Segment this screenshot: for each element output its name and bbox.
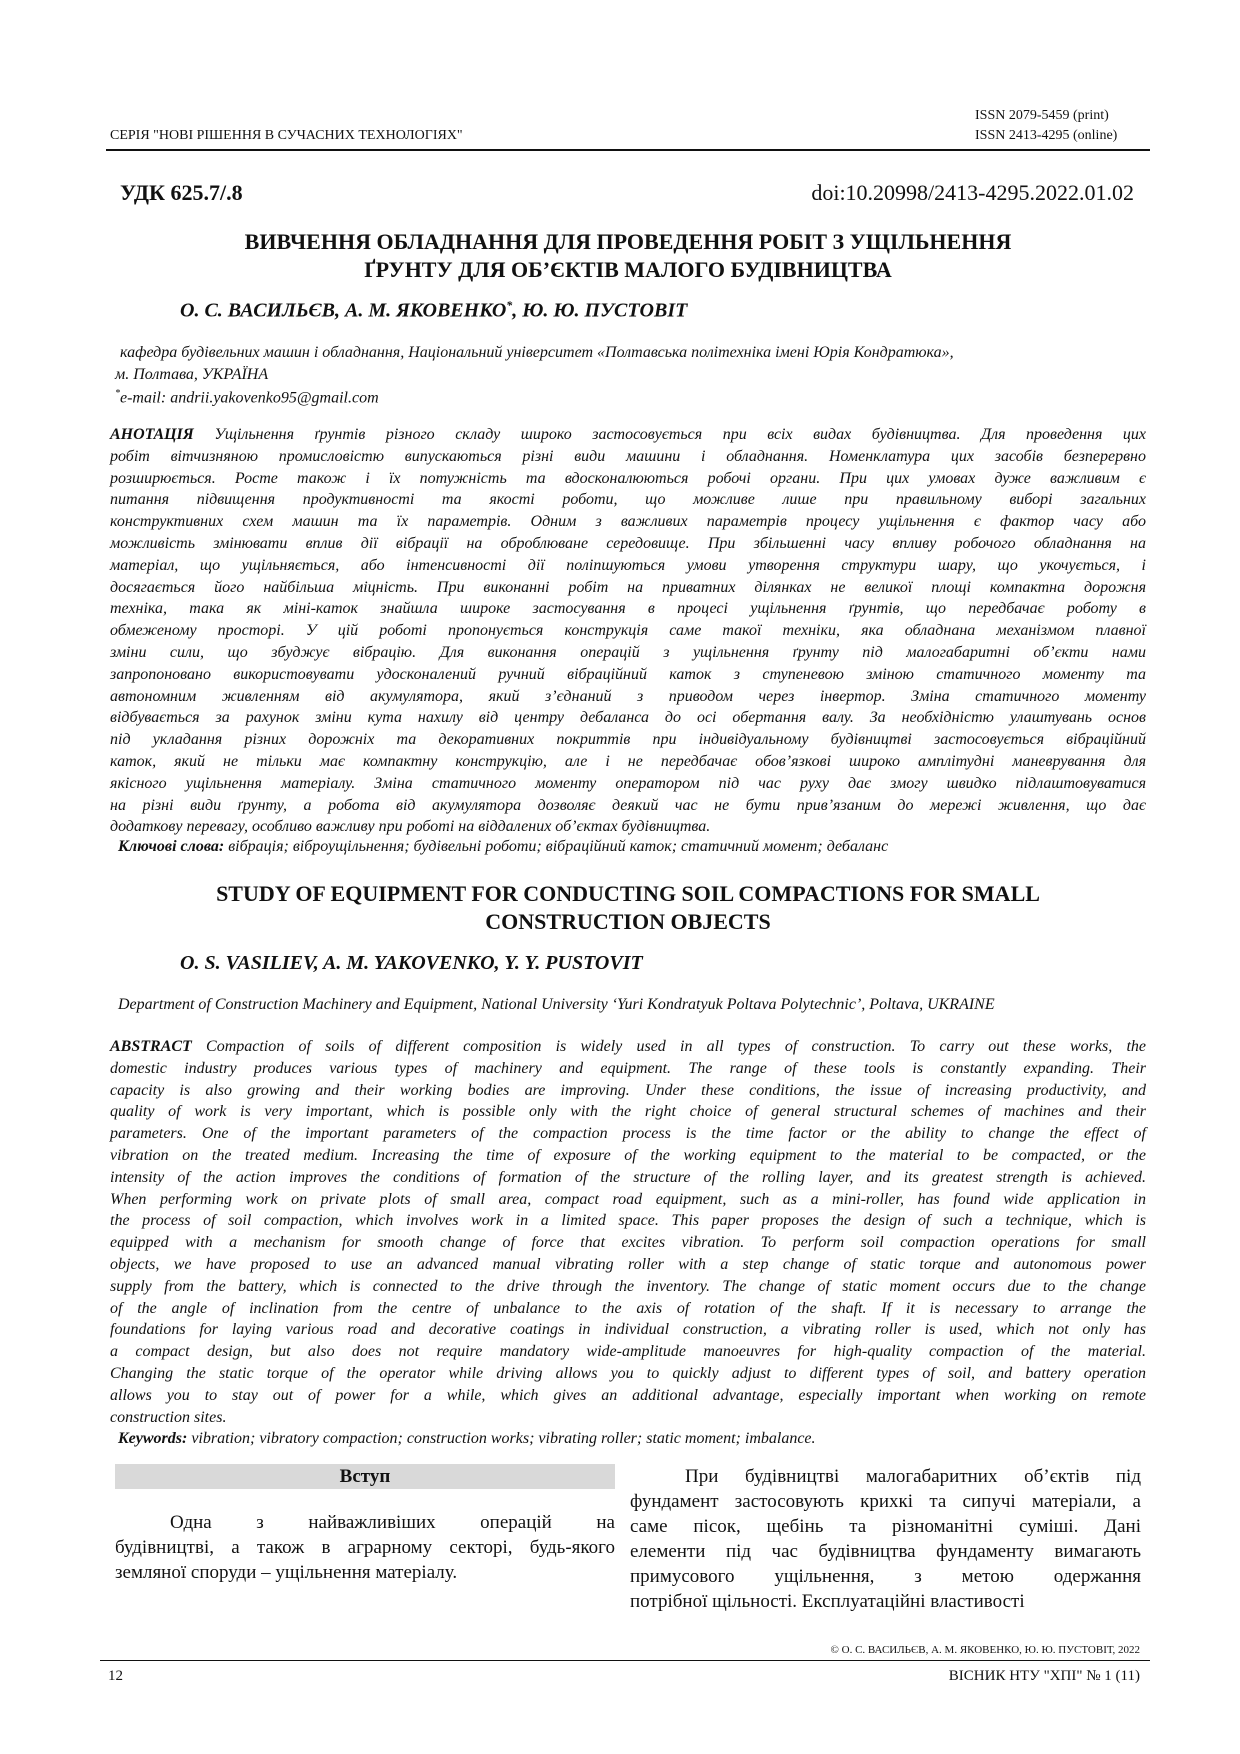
- journal-name: ВІСНИК НТУ "ХПІ" № 1 (11): [948, 1668, 1140, 1684]
- text-line: [630, 1489, 1141, 1514]
- text-line: [110, 1101, 1146, 1123]
- text-line: [110, 707, 1146, 729]
- en-affiliation: Department of Construction Machinery and Equipment, National University ‘Yuri Kondratyuk Poltava Polytechnic’, Poltava, UKRAINE: [118, 996, 995, 1013]
- text-line: [110, 424, 1146, 446]
- ua-authors-main: О. С. ВАСИЛЬЄВ, А. М. ЯКОВЕНКО: [180, 299, 507, 322]
- text-line: [110, 751, 1146, 773]
- en-title: [106, 880, 1150, 936]
- text-line-content: розширюється. Росте також і їх потужність та вдосконалюються робочі органи. При цих умовах дуже важливим є: [110, 469, 1146, 487]
- email-text[interactable]: e-mail: andrii.yakovenko95@gmail.com: [120, 389, 379, 407]
- text-line: [630, 1589, 1141, 1614]
- text-line: [110, 1363, 1146, 1385]
- text-line-content: зміни сили, що збуджує вібрацію. Для виконання операцій з ущільнення ґрунту під малогабаритні об’єкти нами: [110, 643, 1146, 661]
- page-number: 12: [108, 1668, 123, 1684]
- udk: УДК 625.7/.8: [120, 180, 243, 205]
- text-line-content: parameters. One of the important parameters of the compaction process is the time factor or the ability to change the effect of: [110, 1125, 1146, 1143]
- ua-city: м. Полтава, УКРАЇНА: [115, 366, 269, 383]
- text-line-content: capacity is also growing and their working bodies are improving. Under these conditions, the issue of increasing productivity, and: [110, 1081, 1146, 1099]
- text-line: [110, 1167, 1146, 1189]
- text-line-content: відбувається за рахунок зміни кута нахилу від центру дебаланса до осі обертання валу. За необхідністю улаштувань основ: [110, 709, 1146, 727]
- text-line-content: каток, який не тільки має компактну конструкцію, але і не передбачає обов’язкові широко амплітудні маневрування для: [110, 752, 1146, 770]
- text-line: [110, 729, 1146, 751]
- text-line-content: техніка, така як міні-каток знайшла широке застосування в процесі ущільнення ґрунтів, що передбачає роботу в: [110, 600, 1146, 618]
- text-line-content: потрібної щільності. Експлуатаційні властивості: [630, 1591, 1025, 1612]
- text-line: [110, 1058, 1146, 1080]
- text-line-content: примусового ущільнення, з метою одержання: [630, 1566, 1141, 1587]
- text-line-content: При будівництві малогабаритних об’єктів під: [685, 1466, 1141, 1487]
- text-line: [110, 1276, 1146, 1298]
- text-line-content: Compaction of soils of different composition is widely used in all types of construction. To carry out these works, the: [191, 1038, 1146, 1055]
- text-line: [110, 686, 1146, 708]
- text-line-content: equipped with a mechanism for smooth change of force that excites vibration. To perform soil compaction operations for small: [110, 1234, 1146, 1252]
- keywords-label: Ключові слова:: [118, 838, 225, 855]
- text-line-content: обмеженому просторі. У цій роботі пропонується конструкція саме такої техніки, яка обладнана механізмом плавної: [110, 622, 1146, 640]
- text-line: [110, 511, 1146, 533]
- header-rule: [106, 149, 1150, 151]
- text-line-content: supply from the battery, which is connected to the drive through the inventory. The change of static moment occurs due to the change: [110, 1277, 1146, 1295]
- text-line: [110, 1210, 1146, 1232]
- journal-series: СЕРІЯ "НОВІ РІШЕННЯ В СУЧАСНИХ ТЕХНОЛОГІЯХ": [110, 128, 463, 143]
- text-line-content: на різні види ґрунту, а робота від акумулятора дозволяє деякий час не бути прив’язаним до мережі живлення, що дає: [110, 796, 1146, 814]
- ua-affiliation: кафедра будівельних машин і обладнання, Національний університет «Полтавська політехніка імені Юрія Кондратюка»,: [120, 344, 954, 361]
- en-authors: O. S. VASILIEV, A. M. YAKOVENKO, Y. Y. PUSTOVIT: [180, 952, 643, 974]
- text-line: [110, 620, 1146, 642]
- ua-keywords: [118, 838, 888, 856]
- text-line-content: When performing work on private plots of small area, compact road equipment, such as a mini-roller, has found wide application in: [110, 1190, 1146, 1208]
- text-line: [110, 816, 1146, 838]
- text-line-content: a compact design, but also does not require mandatory wide-amplitude manoeuvres for high-quality compaction of the material.: [110, 1343, 1146, 1361]
- text-line-content: construction sites.: [110, 1408, 227, 1426]
- corresponding-mark: *: [506, 298, 513, 312]
- text-line: [110, 1341, 1146, 1363]
- section-heading-intro: Вступ: [115, 1464, 615, 1489]
- ua-authors: [180, 298, 687, 323]
- text-line-content: vibration on the treated medium. Increasing the time of exposure of the working equipment to the material to be compacted, or the: [110, 1146, 1146, 1164]
- text-line-content: земляної споруди – ущільнення матеріалу.: [115, 1562, 458, 1583]
- text-line-content: питання підвищення продуктивності та якості роботи, що можливе лише при правильному виборі загальних: [110, 491, 1146, 509]
- text-line-content: запропоновано використовувати удосконалений ручний вібраційний каток з ступеневою зміною статичного моменту та: [110, 665, 1146, 683]
- en-title-line: CONSTRUCTION OBJECTS: [485, 909, 771, 934]
- copyright: © О. С. ВАСИЛЬЄВ, А. М. ЯКОВЕНКО, Ю. Ю. ПУСТОВІТ, 2022: [830, 1644, 1140, 1656]
- text-line: [110, 1036, 1146, 1058]
- text-line-content: фундамент застосовують крихкі та сипучі матеріали, а: [630, 1491, 1141, 1512]
- text-line: [110, 1254, 1146, 1276]
- text-line-content: quality of work is very important, which is possible only with the right choice of general structural schemes of machines and their: [110, 1103, 1146, 1121]
- text-line: [115, 1560, 615, 1585]
- keywords-label: Keywords:: [118, 1430, 188, 1447]
- text-line-content: саме пісок, щебінь та різноманітні суміші. Дані: [630, 1516, 1141, 1537]
- text-line: [110, 773, 1146, 795]
- en-keywords: [118, 1430, 816, 1448]
- text-line: [115, 1510, 615, 1535]
- text-line: [110, 1298, 1146, 1320]
- text-line: [110, 1232, 1146, 1254]
- text-line: [110, 577, 1146, 599]
- text-line: [110, 1080, 1146, 1102]
- abstract-label: АНОТАЦІЯ: [110, 426, 194, 443]
- text-line: [630, 1564, 1141, 1589]
- text-line-content: конструктивних схем машин та їх параметрів. Одним з важливих параметрів процесу ущільнення є фактор часу або: [110, 513, 1146, 531]
- text-line: [110, 1385, 1146, 1407]
- text-line: [110, 555, 1146, 577]
- text-line-content: матеріал, що ущільняється, або інтенсивності дії поліпшуються умови утворення структури шару, що укочується, і: [110, 556, 1146, 574]
- doi: doi:10.20998/2413-4295.2022.01.02: [811, 180, 1134, 205]
- issn-print: ISSN 2079-5459 (print): [975, 108, 1109, 123]
- ua-title-line: ВИВЧЕННЯ ОБЛАДНАННЯ ДЛЯ ПРОВЕДЕННЯ РОБІТ З УЩІЛЬНЕННЯ: [244, 229, 1012, 254]
- ua-title: [106, 228, 1150, 284]
- text-line: [110, 489, 1146, 511]
- text-line-content: objects, we have proposed to use an advanced manual vibrating roller with a step change of static torque and autonomous power: [110, 1255, 1146, 1273]
- text-line: [630, 1539, 1141, 1564]
- text-line-content: можливість змінювати вплив дії вібрації на оброблюване середовище. При збільшенні часу впливу робочого обладнання на: [110, 534, 1146, 552]
- text-line: [110, 1407, 1146, 1429]
- text-line-content: the process of soil compaction, which involves work in a limited space. This paper proposes the design of such a technique, which is: [110, 1212, 1146, 1230]
- text-line-content: allows you to stay out of power for a while, which gives an additional advantage, especially important when working on remote: [110, 1386, 1146, 1404]
- text-line-content: domestic industry produces various types of machinery and equipment. The range of these tools is constantly expanding. Their: [110, 1059, 1146, 1077]
- text-line-content: Changing the static torque of the operator while driving allows you to quickly adjust to different types of soil, and battery operation: [110, 1364, 1146, 1382]
- text-line: [110, 1189, 1146, 1211]
- text-line-content: будівництві, а також в аграрному секторі, будь-якого: [115, 1537, 615, 1558]
- text-line: [110, 468, 1146, 490]
- text-line-content: Ущільнення ґрунтів різного складу широко застосовується при всіх видах будівництва. Для проведення цих: [193, 426, 1146, 443]
- keywords-text: vibration; vibratory compaction; construction works; vibrating roller; static moment; imbalance.: [187, 1430, 816, 1447]
- text-line-content: робіт вітчизняною промисловістю випускаються різні види машини і обладнання. Номенклатура цих засобів безперервно: [110, 447, 1146, 465]
- text-line-content: під укладання різних дорожніх та декоративних покриттів при індивідуальному будівництві застосовується вібраційний: [110, 731, 1146, 749]
- text-line-content: досягається його найбільша міцність. При виконанні робіт на приватних ділянках не великої площі компактна дорожня: [110, 578, 1146, 596]
- text-line: [110, 1123, 1146, 1145]
- text-line: [115, 1535, 615, 1560]
- text-line-content: foundations for laying various road and decorative coatings in individual construction, a vibrating roller is used, which not only has: [110, 1321, 1146, 1339]
- text-line-content: додаткову перевагу, особливо важливу при роботі на віддалених об’єктах будівництва.: [110, 818, 711, 836]
- text-line: [110, 795, 1146, 817]
- text-line-content: intensity of the action improves the conditions of formation of the structure of the rolling layer, and its greatest strength is achieved.: [110, 1168, 1146, 1186]
- intro-left-column: [115, 1510, 615, 1585]
- issn-online: ISSN 2413-4295 (online): [975, 128, 1118, 143]
- text-line: [110, 1145, 1146, 1167]
- ua-authors-rest: , Ю. Ю. ПУСТОВІТ: [512, 299, 688, 322]
- text-line: [110, 598, 1146, 620]
- text-line: [110, 446, 1146, 468]
- corresponding-mark: *: [115, 388, 120, 399]
- ua-email: [115, 388, 379, 407]
- text-line-content: Одна з найважливіших операцій на: [170, 1512, 615, 1533]
- text-line: [110, 1319, 1146, 1341]
- text-line-content: якісного ущільнення матеріалу. Зміна статичного моменту оператором під час руху дає змогу швидко підлаштовуватися: [110, 774, 1146, 792]
- en-abstract: [110, 1036, 1146, 1428]
- text-line-content: елементи під час будівництва фундаменту вимагають: [630, 1541, 1141, 1562]
- en-title-line: STUDY OF EQUIPMENT FOR CONDUCTING SOIL COMPACTIONS FOR SMALL: [216, 881, 1040, 906]
- text-line: [110, 642, 1146, 664]
- ua-abstract: [110, 424, 1146, 838]
- text-line-content: автономним живленням від акумулятора, який з’єднаний з приводом через інвертор. Зміна статичного моменту: [110, 687, 1146, 705]
- text-line: [630, 1514, 1141, 1539]
- keywords-text: вібрація; віброущільнення; будівельні роботи; вібраційний каток; статичний момент; дебаланс: [224, 838, 889, 855]
- intro-right-column: [630, 1464, 1141, 1614]
- text-line-content: of the angle of inclination from the centre of unbalance to the axis of rotation of the shaft. If it is necessary to arrange the: [110, 1299, 1146, 1317]
- text-line: [630, 1464, 1141, 1489]
- text-line: [110, 533, 1146, 555]
- abstract-label: ABSTRACT: [110, 1038, 192, 1055]
- text-line: [110, 664, 1146, 686]
- footer-rule: [100, 1660, 1150, 1661]
- ua-title-line: ҐРУНТУ ДЛЯ ОБ’ЄКТІВ МАЛОГО БУДІВНИЦТВА: [364, 257, 892, 282]
